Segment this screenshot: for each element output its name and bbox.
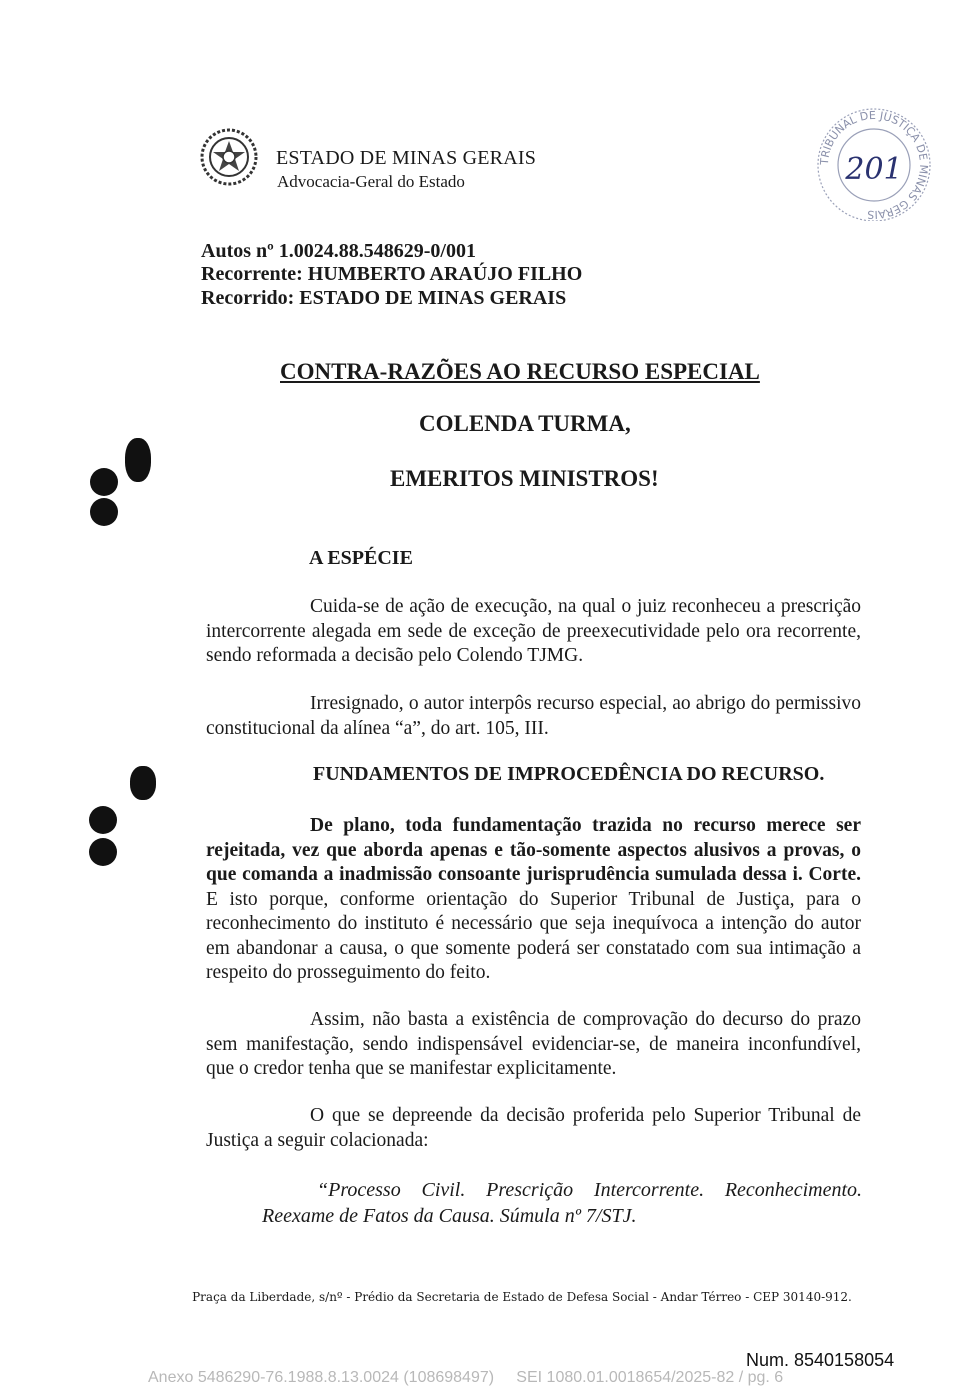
jurisprudence-quote [262, 1177, 862, 1229]
annex-reference: Anexo 5486290-76.1988.8.13.0024 (108698497) SEI 1080.01.0018654/2025-82 / pg. 6 [148, 1369, 784, 1386]
case-appellee: Recorrido: ESTADO DE MINAS GERAIS [201, 287, 567, 309]
greeting-ministros: EMERITOS MINISTROS! [390, 466, 659, 491]
case-appellant: Recorrente: HUMBERTO ARAÚJO FILHO [201, 263, 583, 285]
document-title: CONTRA-RAZÕES AO RECURSO ESPECIAL [280, 359, 760, 384]
paragraph-2 [206, 692, 861, 741]
paragraph-1-text: Cuida-se de ação de execução, na qual o juiz reconheceu a prescrição intercorrente alegada em sede de exceção de preexecutividade pelo ora recorrente, sendo reformada a decisão pelo Colendo TJMG. [206, 596, 861, 666]
binder-hole [89, 806, 117, 834]
binder-hole [130, 766, 156, 800]
paragraph-1 [206, 595, 861, 669]
paragraph-3 [206, 814, 861, 986]
greeting-turma: COLENDA TURMA, [419, 411, 631, 436]
brasao-icon [199, 127, 259, 187]
stamp-handwritten: 201 [845, 152, 903, 187]
stamp-ring-text: TRIBUNAL DE JUSTIÇA DE MINAS GERAIS [817, 108, 931, 221]
paragraph-5 [206, 1104, 861, 1153]
section-heading-fundamentos: FUNDAMENTOS DE IMPROCEDÊNCIA DO RECURSO. [313, 763, 825, 785]
quote-text: “Processo Civil. Prescrição Intercorrente. Reconhecimento. Reexame de Fatos da Causa. Súmula nº 7/STJ. [262, 1179, 862, 1227]
paragraph-3-rest: E isto porque, conforme orientação do Superior Tribunal de Justiça, para o reconhecimento do instituto é necessário que seja inequívoca a intenção do autor em abandonar a causa, o que somente poderá ser constatado com sua intimação a respeito do prosseguimento do feito. [206, 888, 861, 983]
section-heading-especie: A ESPÉCIE [309, 547, 413, 569]
document-number: Num. 8540158054 [746, 1350, 895, 1370]
binder-hole [89, 838, 117, 866]
footer-address: Praça da Liberdade, s/nº - Prédio da Secretaria de Estado de Defesa Social - Andar Térreo - CEP 30140-912. [192, 1290, 852, 1304]
binder-hole [90, 468, 118, 496]
court-stamp [808, 103, 940, 221]
binder-hole [125, 438, 151, 482]
binder-hole [90, 498, 118, 526]
paragraph-2-text: Irresignado, o autor interpôs recurso especial, ao abrigo do permissivo constitucional da alínea “a”, do art. 105, III. [206, 693, 861, 739]
header-state: ESTADO DE MINAS GERAIS [276, 147, 537, 169]
case-number: Autos nº 1.0024.88.548629-0/001 [201, 240, 476, 262]
paragraph-3-bold: De plano, toda fundamentação trazida no recurso merece ser rejeitada, vez que aborda apenas e tão-somente aspectos alusivos a provas, o que comanda a inadmissão consoante jurisprudência sumulada dessa i. Corte. [206, 815, 861, 885]
paragraph-4-text: Assim, não basta a existência de comprovação do decurso do prazo sem manifestação, sendo indispensável evidenciar-se, de maneira inconfundível, que o credor tenha que se manifestar explicitamente. [206, 1009, 861, 1079]
header-office: Advocacia-Geral do Estado [277, 172, 465, 191]
paragraph-4 [206, 1008, 861, 1082]
paragraph-5-text: O que se depreende da decisão proferida pelo Superior Tribunal de Justiça a seguir colacionada: [206, 1105, 861, 1151]
